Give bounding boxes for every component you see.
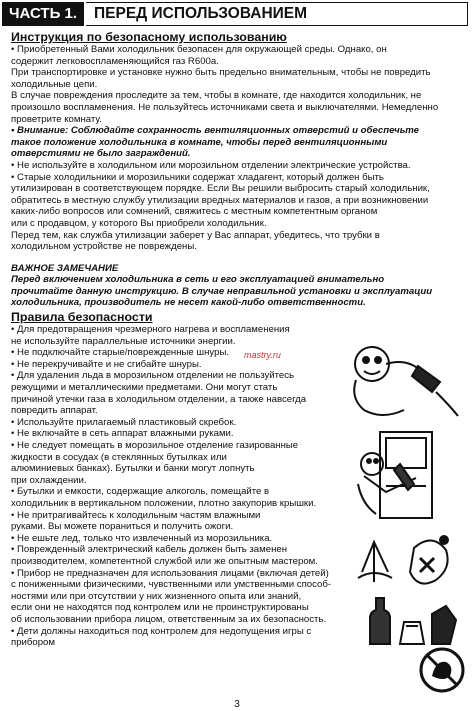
safety-line: холодильные цепи. [11,78,98,90]
safety-line: • Приобретенный Вами холодильник безопасен для окружающей среды. Однако, он [11,44,387,55]
rules-line: • Для предотвращения чрезмерного нагрева и воспламенения [11,324,290,336]
chapter-label: ЧАСТЬ 1. [2,2,84,26]
rules-line: с пониженными физическими, чувственными или умственными способ- [11,579,332,591]
safety2-line: • Не используйте в холодильном или морозильном отделении электрические устройства. [11,159,411,171]
rules-line: режущими и металлическими предметами. Они могут стать [11,382,278,394]
wet-hands-warning-illustration [354,528,464,600]
safety2-line: утилизирован в соответствующем порядке. Если Вы решили выбросить старый холодильник, [11,183,430,195]
safety-line: произошло воспламенения. Не пользуйтесь источниками света и выключателями. Немедленно [11,101,439,113]
rules-line: • Не подключайте старые/поврежденные шнуры. [11,347,230,359]
rules-heading: Правила безопасности [11,310,153,325]
important-line: прочитайте данную инструкцию. В случае неправильной установки и эксплуатации [11,285,433,297]
rules-line: • Бутылки и емкости, содержащие алкоголь, помещайте в [11,486,270,498]
rules-line: • Не притрагивайтесь к холодильным частям влажными [11,509,261,521]
safety2-line: каких-либо вопросов или сомнений, свяжитесь с местным компетентным органом [11,206,378,218]
rules-line: • Прибор не предназначен для использования лицами (включая детей) [11,567,329,579]
safety-paragraph-2 [11,160,473,253]
rules-line: • Поврежденный электрический кабель должен быть заменен [11,544,287,556]
rules-line: при охлаждении. [11,474,87,486]
safety-line: В случае повреждения проследите за тем, чтобы в комнате, где находится холодильник, не [11,90,422,102]
safety-line: содержит легковоспламеняющийся газ R600a. [11,55,219,67]
safety2-line: Перед тем, как служба утилизации заберет у Вас аппарат, убедитесь, что трубки в [11,229,380,241]
rules-line: повредить аппарат. [11,405,98,417]
attention-note [11,125,473,160]
rules-line: • Не следует помещать в морозильное отделение газированные [11,440,299,451]
safety2-line: обратитесь в местную службу утилизации вредных материалов и газов, а при возникновении [11,194,429,206]
rules-line: ностями или при отсутствии у них жизненного опыта или знаний, [11,590,302,602]
watermark: mastry.ru [244,350,281,360]
section-title: ПЕРЕД ИСПОЛЬЗОВАНИЕМ [86,2,468,26]
page-header [2,2,470,28]
attention-line: отверстиями не было заграждений. [11,148,191,160]
rules-line: не используйте параллельные источники энергии. [11,335,236,347]
rules-line: • Дети должны находиться под контролем для недопущения игры с прибором [11,625,312,649]
important-note [11,263,473,309]
important-line: Перед включением холодильника в сеть и его эксплуатацией внимательно [11,274,385,286]
safety2-line: • Старые холодильники и морозильники содержат хладагент, который должен быть [11,171,384,183]
rules-line: об использовании прибора лицом, ответственным за их безопасность. [11,613,327,625]
no-children-warning-icon [414,646,470,694]
rules-line: если они не находятся под контролем или не проинструктированы [11,602,309,614]
safety-line: При транспортировке и установке нужно быть предельно внимательным, чтобы не повредить [11,67,431,79]
attention-line: • Внимание: Соблюдайте сохранность вентиляционных отверстий и обеспечьте [11,125,419,137]
plug-illustration [348,336,466,420]
rules-line: • Используйте прилагаемый пластиковый скребок. [11,416,237,428]
bottles-illustration [360,596,464,646]
safety2-line: холодильном устройстве не повреждены. [11,241,197,253]
rules-list [11,324,351,649]
safety-heading: Инструкция по безопасному использованию [11,30,287,44]
rules-line: • Не ешьте лед, только что извлеченный из морозильника. [11,532,273,544]
page-number: 3 [234,699,240,710]
rules-line: руками. Вы можете пораниться и получить ожоги. [11,521,234,533]
important-line: ВАЖНОЕ ЗАМЕЧАНИЕ [11,262,119,274]
rules-line: жидкости в сосудах (в стеклянных бутылках или [11,451,227,463]
safety2-line: или с продавцом, у которого Вы приобрели холодильник. [11,217,267,229]
rules-line: • Не включайте в сеть аппарат влажными руками. [11,428,234,440]
attention-line: такое положение холодильника в комнате, чтобы перед вентиляционными [11,136,388,148]
rules-line: производителем, компетентной службой или же опытным мастером. [11,555,318,567]
rules-line: причиной утечки газа в холодильном отделении, а также навсегда [11,393,307,405]
safety-line: проветрите комнату. [11,113,102,125]
rules-line: • Для удаления льда в морозильном отделении не пользуйтесь [11,370,295,382]
rules-line: холодильник в вертикальном положении, плотно закупорив крышки. [11,497,317,509]
rules-line: алюминиевых банках). Бутылки и банки могут лопнуть [11,463,255,475]
important-line: холодильника, производитель не несет какой-либо ответственности. [11,297,366,309]
rules-line: • Не перекручивайте и не сгибайте шнуры. [11,358,202,370]
safety-paragraph [11,44,473,125]
freezer-scraper-illustration [350,424,450,524]
